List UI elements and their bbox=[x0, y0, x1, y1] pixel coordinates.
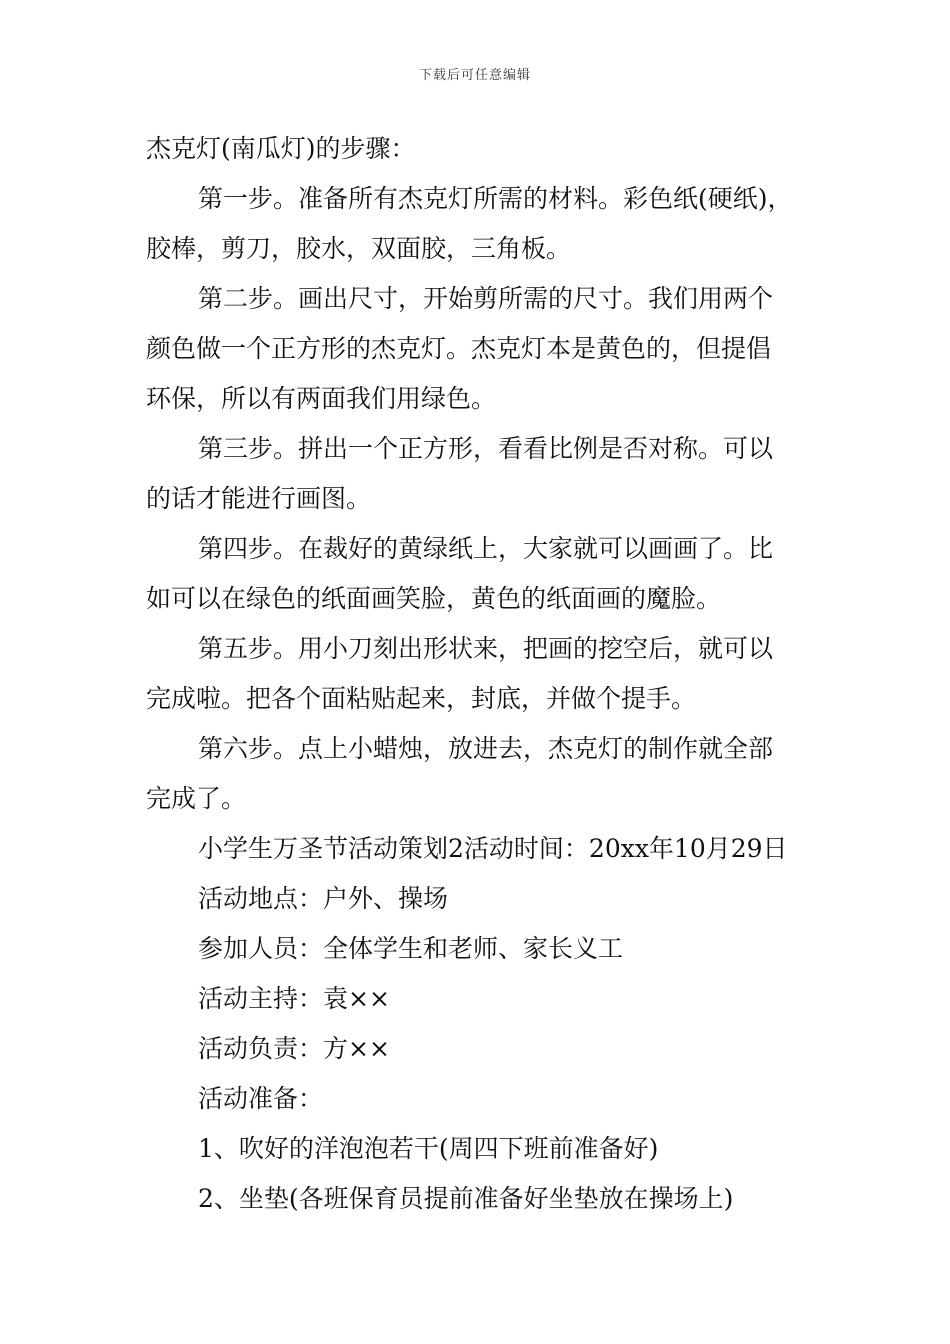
text-line: 环保，所以有两面我们用绿色。 bbox=[146, 384, 497, 413]
text-line: 第六步。点上小蜡烛，放进去，杰克灯的制作就全部 bbox=[198, 734, 774, 763]
page-header-note: 下载后可任意编辑 bbox=[418, 68, 531, 83]
text-line: 胶棒，剪刀，胶水，双面胶，三角板。 bbox=[146, 234, 572, 263]
text-line: 第二步。画出尺寸，开始剪所需的尺寸。我们用两个 bbox=[198, 284, 774, 313]
text-line: 第三步。拼出一个正方形，看看比例是否对称。可以 bbox=[198, 434, 774, 463]
text-line: 完成啦。把各个面粘贴起来，封底，并做个提手。 bbox=[146, 684, 697, 713]
text-line: 颜色做一个正方形的杰克灯。杰克灯本是黄色的，但提倡 bbox=[146, 334, 772, 363]
text-line: 完成了。 bbox=[146, 784, 247, 813]
text-line: 如可以在绿色的纸面画笑脸，黄色的纸面画的魔脸。 bbox=[146, 584, 722, 613]
text-line: 杰克灯(南瓜灯)的步骤： bbox=[146, 134, 416, 163]
text-line: 第四步。在裁好的黄绿纸上，大家就可以画画了。比 bbox=[198, 534, 774, 563]
text-line: 活动准备： bbox=[198, 1084, 324, 1113]
text-line: 1、吹好的洋泡泡若干(周四下班前准备好) bbox=[198, 1134, 659, 1163]
text-line: 第五步。用小刀刻出形状来，把画的挖空后，就可以 bbox=[198, 634, 774, 663]
text-line: 的话才能进行画图。 bbox=[146, 484, 372, 513]
text-line: 第一步。准备所有杰克灯所需的材料。彩色纸(硬纸)， bbox=[198, 184, 793, 213]
text-line: 2、坐垫(各班保育员提前准备好坐垫放在操场上) bbox=[198, 1184, 734, 1213]
text-line: 活动地点：户外、操场 bbox=[198, 884, 449, 913]
text-line: 活动主持：袁×× bbox=[198, 984, 390, 1013]
text-line: 活动负责：方×× bbox=[198, 1034, 390, 1063]
text-line: 小学生万圣节活动策划2活动时间：20xx年10月29日 bbox=[198, 834, 788, 863]
text-line: 参加人员：全体学生和老师、家长义工 bbox=[198, 934, 624, 963]
document-body bbox=[146, 124, 826, 1224]
